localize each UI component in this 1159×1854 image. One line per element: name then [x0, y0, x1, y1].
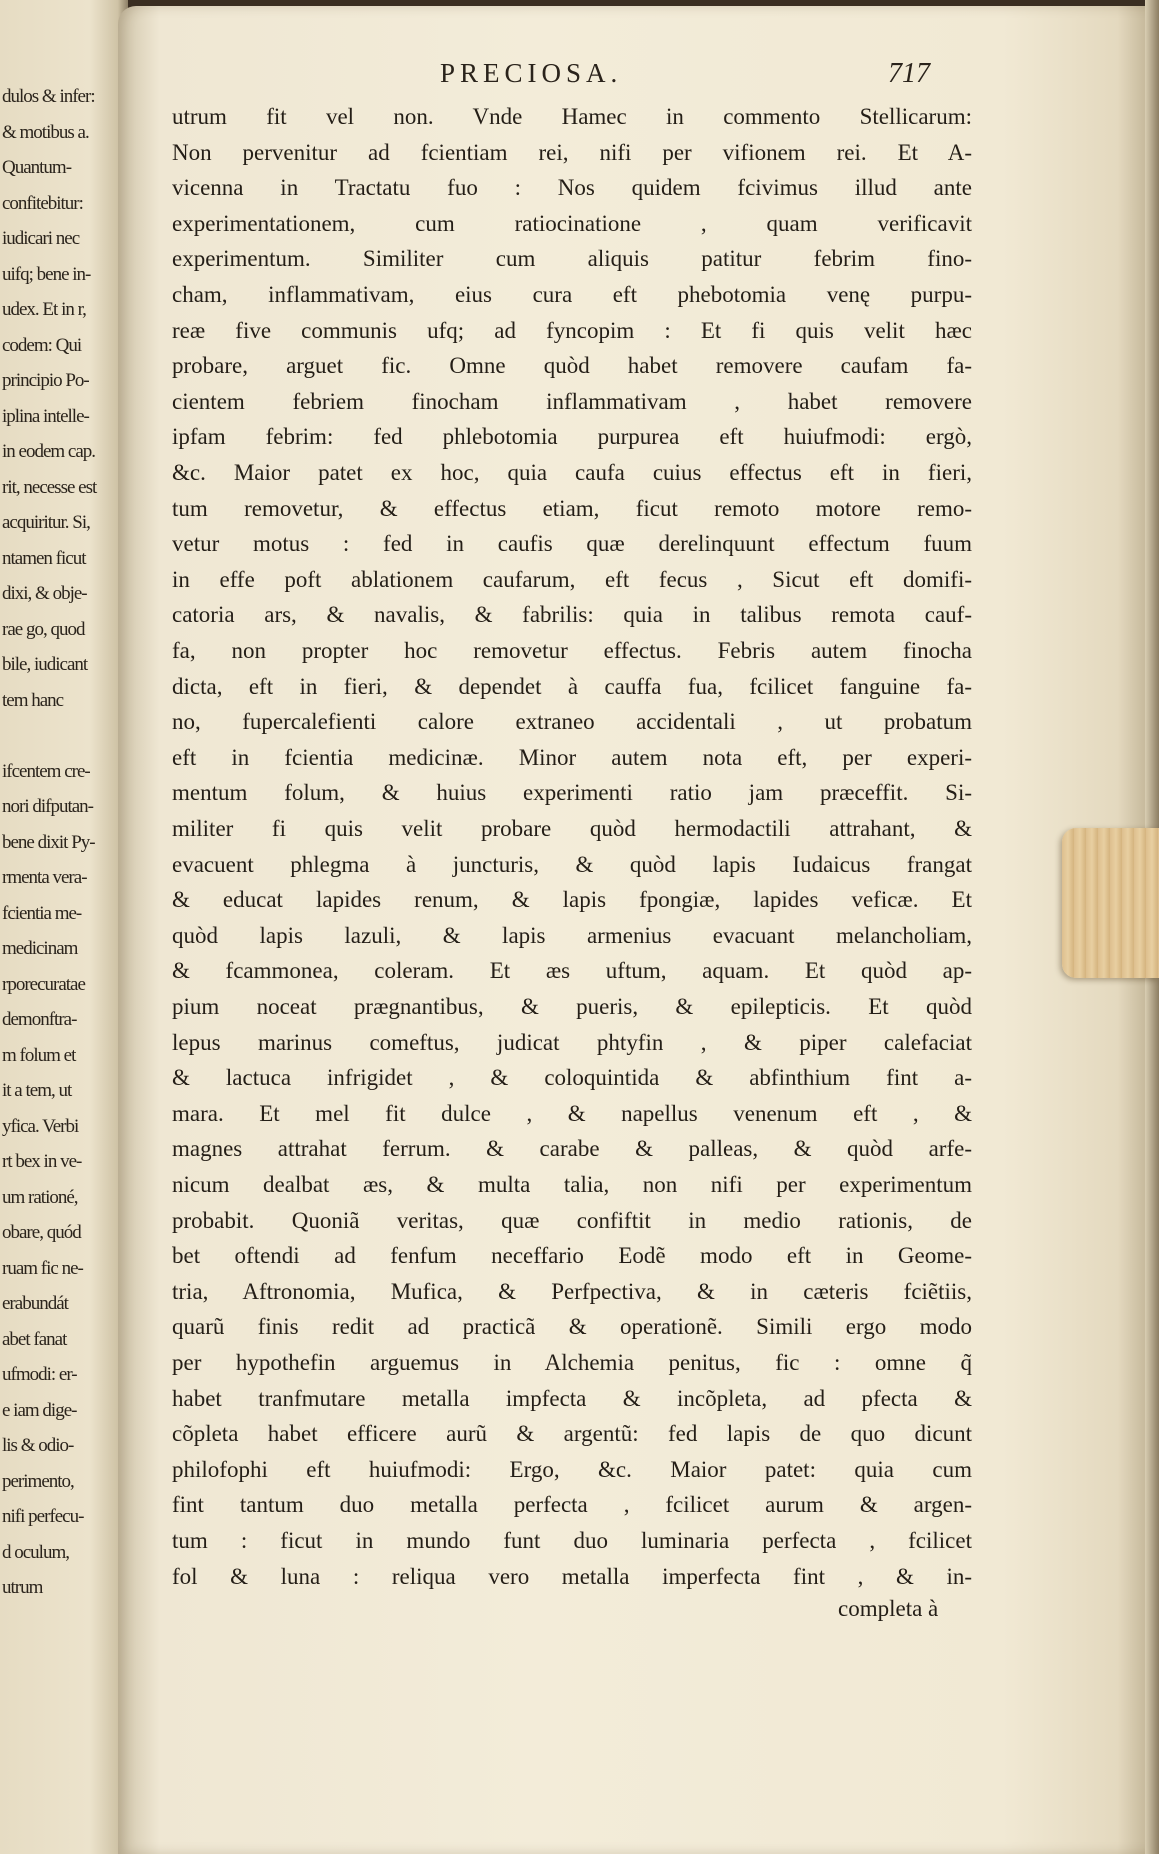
text-line: quarũ finis redit ad practicã & operationẽ. Simili ergo modo [172, 1314, 972, 1340]
text-line: tum : ficut in mundo funt duo luminaria perfecta , fcilicet [172, 1528, 972, 1553]
margin-line: confitebitur: [2, 192, 83, 214]
margin-line: ruam fic ne- [2, 1257, 83, 1279]
margin-line: bene dixit Py- [2, 831, 95, 853]
catchword: completa à [838, 1596, 939, 1621]
margin-line: abet fanat [2, 1328, 67, 1350]
text-line: probabit. Quoniã veritas, quæ confiftit in medio rationis, de [172, 1207, 972, 1233]
text-line: &c. Maior patet ex hoc, quia caufa cuius effectus eft in fieri, [172, 460, 972, 485]
bookmark-strip [1062, 828, 1159, 978]
margin-line: perimento, [2, 1470, 74, 1492]
text-line: catoria ars, & navalis, & fabrilis: quia in talibus remota cauf- [172, 602, 972, 628]
margin-line: rt bex in ve- [2, 1151, 82, 1172]
margin-line: acquiritur. Si, [2, 512, 90, 533]
margin-line: rit, necesse est [2, 476, 97, 498]
margin-line: ufmodi: er- [2, 1364, 77, 1385]
text-line: reæ five communis ufq; ad fyncopim : Et fi quis velit hæc [172, 317, 972, 343]
text-line: vicenna in Tractatu fuo : Nos quidem fcivimus illud ante [172, 175, 972, 201]
margin-line: iudicari nec [2, 228, 80, 249]
margin-line: principio Po- [2, 370, 89, 391]
text-line: vetur motus : fed in caufis quæ derelinquunt effectum fuum [172, 531, 972, 557]
margin-line: rae go, quod [2, 618, 85, 640]
margin-line: dixi, & obje- [2, 583, 87, 604]
margin-line: rporecuratae [2, 973, 85, 995]
margin-line: udex. Et in r, [2, 299, 86, 320]
text-line: & fcammonea, coleram. Et æs uftum, aquam. Et quòd ap- [172, 958, 972, 984]
text-line: eft in fcientia medicinæ. Minor autem nota eft, per experi- [172, 744, 972, 770]
text-line: experimentum. Similiter cum aliquis patitur febrim fino- [172, 246, 972, 272]
text-line: Non pervenitur ad fcientiam rei, nifi per vifionem rei. Et A- [172, 139, 972, 165]
text-line: evacuent phlegma à juncturis, & quòd lapis Iudaicus frangat [172, 851, 972, 877]
text-line: per hypothefin arguemus in Alchemia penitus, fic : omne q̃ [172, 1350, 972, 1375]
margin-line: e iam dige- [2, 1399, 77, 1421]
text-line: tria, Aftronomia, Mufica, & Perfpectiva, & in cæteris fciẽtiis, [172, 1278, 972, 1304]
text-line: cham, inflammativam, eius cura eft phebotomia venę purpu- [172, 282, 972, 307]
text-line: ipfam febrim: fed phlebotomia purpurea eft huiufmodi: ergò, [172, 424, 972, 450]
margin-line [2, 719, 126, 753]
text-line: & educat lapides renum, & lapis fpongiæ, lapides veficæ. Et [172, 887, 972, 913]
previous-page-fragment [0, 0, 128, 1854]
margin-line: um rationé, [2, 1186, 78, 1208]
margin-line: erabundát [2, 1293, 68, 1314]
margin-line: codem: Qui [2, 334, 82, 356]
page-number: 717 [888, 58, 930, 89]
margin-line: fcientia me- [2, 902, 82, 924]
text-line: pium noceat prægnantibus, & pueris, & epilepticis. Et quòd [172, 994, 972, 1019]
text-line: experimentationem, cum ratiocinatione , quam verificavit [172, 210, 972, 236]
margin-line: in eodem cap. [2, 441, 96, 462]
margin-line: lis & odio- [2, 1435, 74, 1456]
margin-line: Quantum- [2, 157, 72, 178]
margin-line: obare, quód [2, 1222, 81, 1243]
margin-line: iplina intelle- [2, 405, 89, 427]
margin-line: bile, iudicant [2, 654, 88, 675]
margin-line: utrum [2, 1577, 43, 1598]
text-line: bet oftendi ad fenfum neceffario Eodẽ modo eft in Geome- [172, 1243, 972, 1269]
margin-line: ifcentem cre- [2, 760, 90, 782]
text-line: militer fi quis velit probare quòd hermodactili attrahant, & [172, 816, 972, 841]
text-line: quòd lapis lazuli, & lapis armenius evacuant melancholiam, [172, 922, 972, 948]
margin-line: nori difputan- [2, 796, 94, 817]
margin-line: m folum et [2, 1044, 76, 1066]
margin-line: it a tem, ut [2, 1080, 72, 1101]
text-line: tum removetur, & effectus etiam, ficut remoto motore remo- [172, 495, 972, 521]
text-line: nicum dealbat æs, & multa talia, non nifi per experimentum [172, 1172, 972, 1197]
text-line: lepus marinus comeftus, judicat phtyfin , & piper calefaciat [172, 1029, 972, 1055]
margin-line: & motibus a. [2, 121, 89, 143]
text-line: dicta, eft in fieri, & dependet à cauffa fua, fcilicet fanguine fa- [172, 673, 972, 699]
text-line: & lactuca infrigidet , & coloquintida & abfinthium fint a- [172, 1065, 972, 1091]
margin-line: tem hanc [2, 689, 64, 711]
text-line: probare, arguet fic. Omne quòd habet removere caufam fa- [172, 353, 972, 379]
text-line: in effe poft ablationem caufarum, eft fecus , Sicut eft domifi- [172, 566, 972, 592]
text-line: mentum folum, & huius experimenti ratio jam præceffit. Si- [172, 780, 972, 806]
margin-line: nifi perfecu- [2, 1506, 84, 1527]
text-line: habet tranfmutare metalla impfecta & incõpleta, ad pfecta & [172, 1385, 972, 1411]
margin-line: ntamen ficut [2, 547, 86, 569]
margin-line: rmenta vera- [2, 867, 87, 888]
text-line: magnes attrahat ferrum. & carabe & palleas, & quòd arfe- [172, 1136, 972, 1162]
margin-line: d oculum, [2, 1541, 69, 1563]
text-line: fa, non propter hoc removetur effectus. Febris autem finocha [172, 638, 972, 663]
text-line: no, fupercalefienti calore extraneo accidentali , ut probatum [172, 709, 972, 735]
text-line: cientem febriem finocham inflammativam , habet removere [172, 388, 972, 414]
margin-line: uifq; bene in- [2, 263, 91, 285]
running-title: PRECIOSA. [440, 58, 623, 88]
text-line: philofophi eft huiufmodi: Ergo, &c. Maior patet: quia cum [172, 1456, 972, 1482]
margin-line: medicinam [2, 938, 78, 959]
text-line: mara. Et mel fit dulce , & napellus venenum eft , & [172, 1100, 972, 1126]
margin-line: demonftra- [2, 1009, 77, 1030]
margin-line: dulos & infer: [2, 86, 95, 107]
text-line: cõpleta habet efficere aurũ & argentũ: fed lapis de quo dicunt [172, 1421, 972, 1447]
text-line: fint tantum duo metalla perfecta , fcilicet aurum & argen- [172, 1492, 972, 1518]
margin-line: yfica. Verbi [2, 1115, 79, 1137]
text-line: fol & luna : reliqua vero metalla imperfecta fint , & in- [172, 1563, 972, 1589]
text-line: utrum fit vel non. Vnde Hamec in commento Stellicarum: [172, 104, 972, 129]
